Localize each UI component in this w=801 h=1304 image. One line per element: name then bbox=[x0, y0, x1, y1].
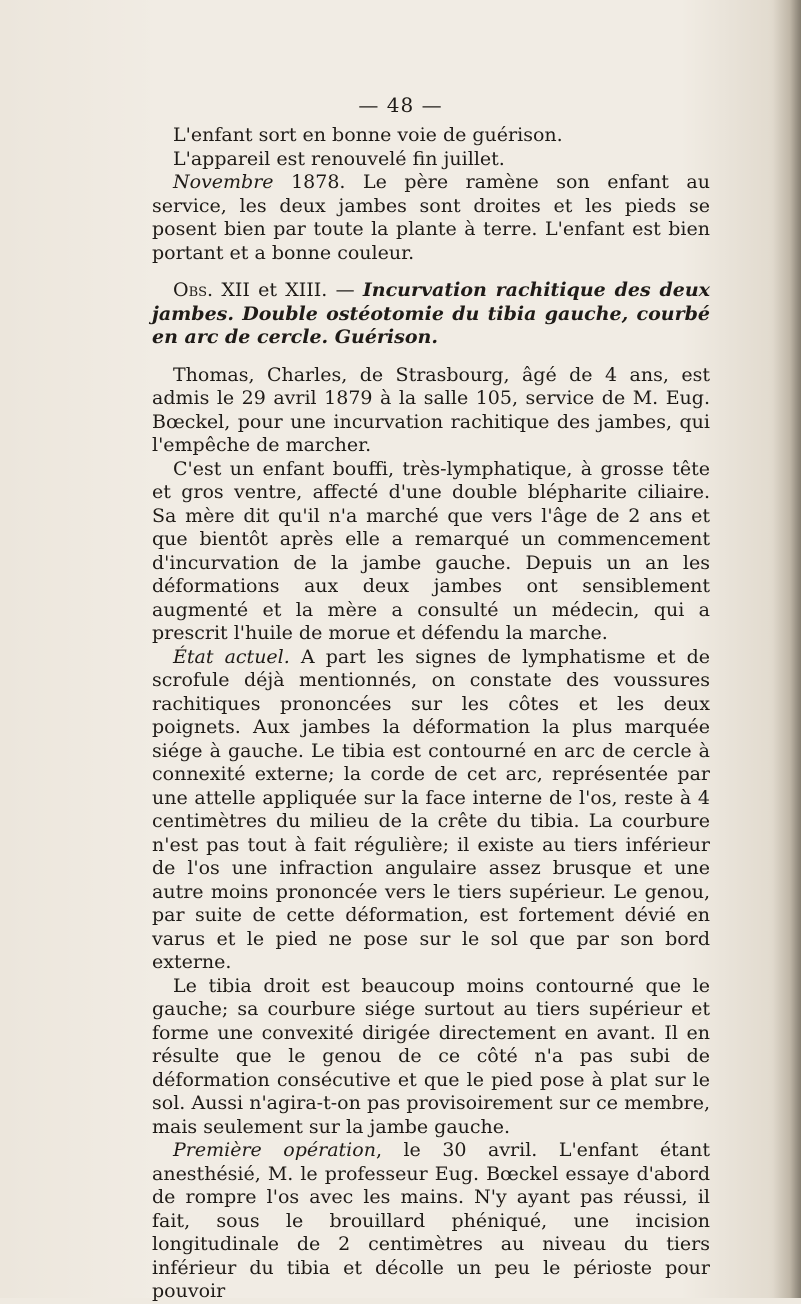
paragraph-text: 1878. Le père ramène son enfant au service, les deux jambes sont droites et les pieds se posent bien par toute la plante à terre. L'enfant est bien portant et a bonne couleur. bbox=[152, 171, 710, 264]
paragraph: L'appareil est renouvelé fin juillet. bbox=[173, 147, 505, 170]
italic-lead: Novembre bbox=[173, 171, 274, 193]
paragraph: Thomas, Charles, de Strasbourg, âgé de 4 ans, est admis le 29 avril 1879 à la salle 105, service de M. Eug. Bœckel, pour une incurvation rachitique des jambes, qui l'empêche de marcher. bbox=[152, 363, 710, 456]
paragraph-text: A part les signes de lymphatisme et de scrofule déjà mentionnés, on constate des voussures rachitiques prononcées sur les côtes et les deux poignets. Aux jambes la déformation la plus marquée siége à gauche. Le tibia est contourné en arc de cercle à connexité externe; la corde de cet arc, représentée par une attelle appliquée sur la face interne de l'os, reste à 4 centimètres du milieu de la crête du tibia. La courbure n'est pas tout à fait régulière; il existe au tiers inférieur de l'os une infraction angulaire assez brusque et une autre moins prononcée vers le tiers supérieur. Le genou, par suite de cette déformation, est fortement dévié en varus et le pied ne pose sur le sol que par son bord externe. bbox=[152, 645, 710, 973]
italic-lead: État actuel. bbox=[173, 645, 290, 668]
paragraph: L'enfant sort en bonne voie de guérison. bbox=[173, 124, 563, 146]
paragraph: Le tibia droit est beaucoup moins contourné que le gauche; sa courbure siége surtout au tiers supérieur et forme une convexité dirigée directement en avant. Il en résulte que le genou de ce côté n'a pas subi de déformation consécutive et que le pied pose à plat sur le sol. Aussi n'agira-t-on pas provisoirement sur ce membre, mais seulement sur la jambe gauche. bbox=[152, 974, 710, 1138]
obs-label: Obs. bbox=[173, 279, 214, 301]
italic-lead: Première opération bbox=[173, 1139, 376, 1161]
observation-heading bbox=[152, 279, 710, 350]
page-edge-shadow bbox=[773, 0, 801, 1298]
paragraph: C'est un enfant bouffi, très-lymphatique, à grosse tête et gros ventre, affecté d'une double blépharite ciliaire. Sa mère dit qu'il n'a marché que vers l'âge de 2 ans et que bientôt après elle a remarqué un commencement d'incurvation de la jambe gauche. Depuis un an les déformations aux deux jambes ont sensiblement augmenté et la mère a consulté un médecin, qui a prescrit l'huile de morue et défendu la marche. bbox=[152, 457, 710, 644]
paragraph bbox=[152, 646, 710, 975]
body-text bbox=[152, 88, 710, 1304]
obs-title: Incurvation rachitique des deux jambes. Double ostéotomie du tibia gauche, courbé en arc de cercle. Guérison. bbox=[152, 279, 710, 348]
page-number: — 48 — bbox=[358, 93, 443, 117]
paragraph bbox=[152, 1139, 710, 1304]
obs-number: XII et XIII. — bbox=[213, 279, 363, 301]
paragraph-text: , le 30 avril. L'enfant étant anesthésié, M. le professeur Eug. Bœckel essaye d'abord de rompre l'os avec les mains. N'y ayant pas réussi, il fait, sous le brouillard phéniqué, une incision longitudinale de 2 centimètres au niveau du tiers inférieur du tibia et décolle un peu le périoste pour pouvoir bbox=[152, 1139, 710, 1302]
paragraph bbox=[152, 171, 710, 265]
